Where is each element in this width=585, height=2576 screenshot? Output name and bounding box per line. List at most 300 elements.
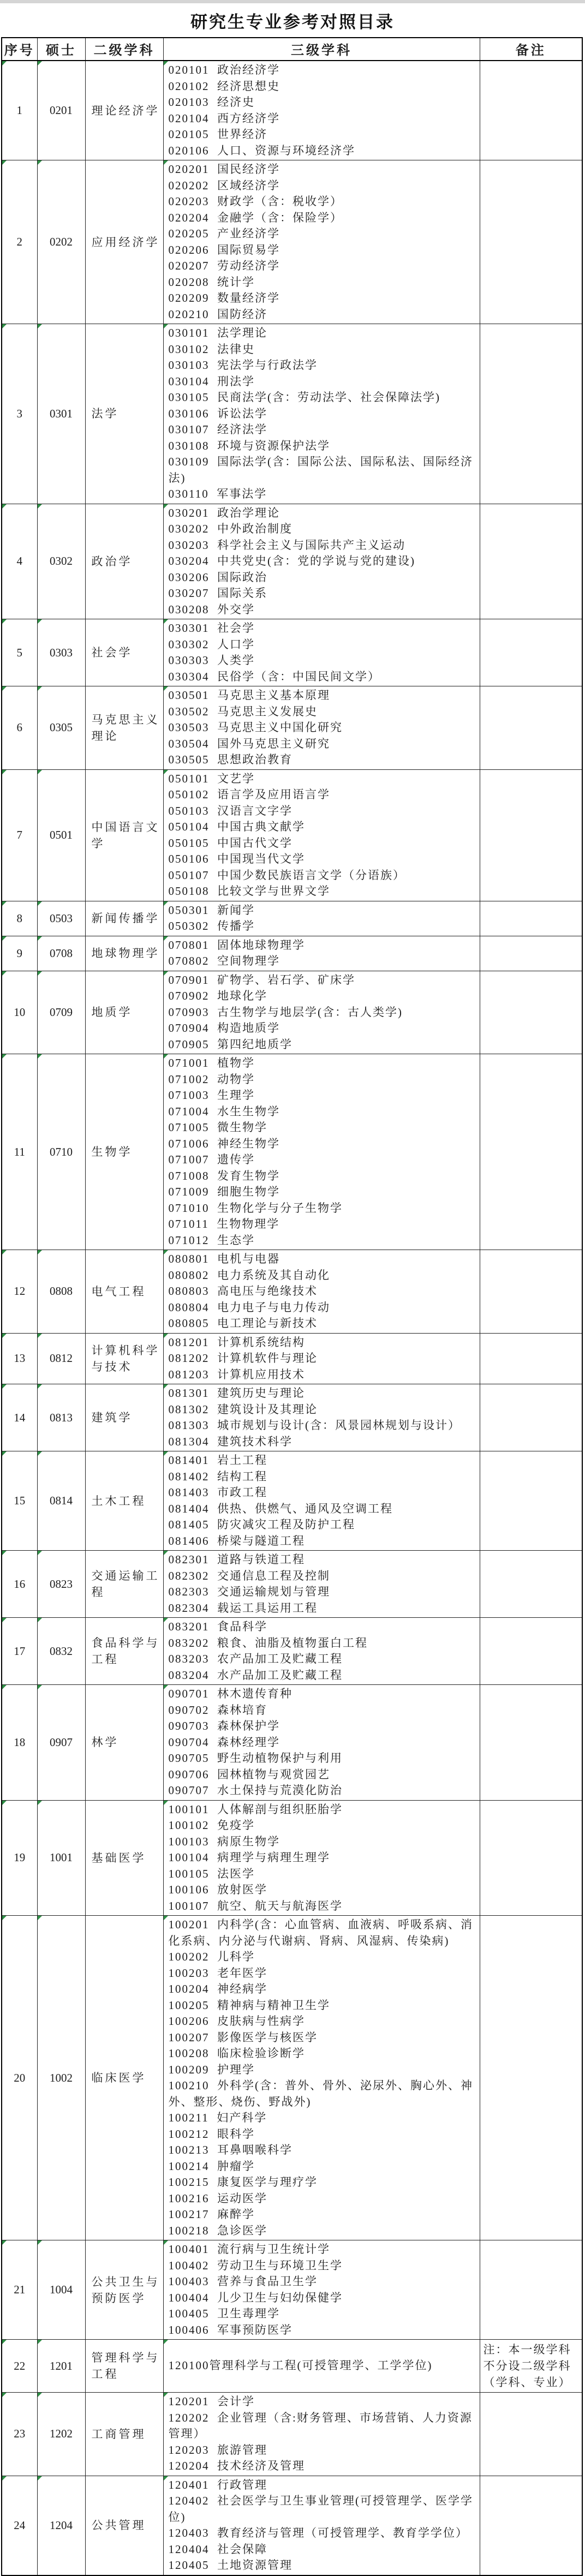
third-level-item: 120403 教育经济与管理（可授管理学、教育学学位） [168,2526,468,2539]
table-row [2,1685,582,1801]
remark-cell [480,971,582,1054]
master-code-cell [37,61,85,160]
master-code-cell [37,971,85,1054]
excel-number-flag-icon [38,160,42,165]
second-level-discipline: 马克思主义理论 [91,713,160,743]
excel-number-flag-icon [38,1801,42,1805]
master-code-cell [37,1618,85,1685]
third-level-item: 050108 比较文学与世界文学 [168,884,330,898]
second-level-discipline-cell [85,686,163,770]
row-index: 24 [14,2518,26,2532]
excel-number-flag-icon [164,1250,168,1254]
master-code: 0823 [50,1577,73,1591]
remark-cell [480,1333,582,1384]
third-level-item: 030110 军事法学 [168,487,267,500]
third-level-discipline-cell [163,324,480,504]
third-level-item: 020102 经济思想史 [168,79,280,93]
third-level-item: 120202 企业管理（含:财务管理、市场营销、人力资源管理） [168,2411,473,2440]
second-level-discipline-cell [85,324,163,504]
third-level-item: 100401 流行病与卫生统计学 [168,2243,330,2256]
excel-number-flag-icon [2,160,7,165]
third-level-item: 030203 科学社会主义与国际共产主义运动 [168,538,405,552]
table-row [2,1800,582,1916]
third-level-item: 050106 中国现当代文学 [168,852,305,865]
third-level-item: 120401 行政管理 [168,2478,267,2491]
third-level-item: 030107 经济法学 [168,423,267,436]
master-code: 1004 [50,2283,73,2296]
excel-number-flag-icon [164,1618,168,1622]
third-level-item: 030504 国外马克思主义研究 [168,737,330,750]
second-level-discipline-cell [85,936,163,971]
column-header-second-level: 二级学科 [85,38,163,61]
catalog-table [1,37,583,2576]
third-level-discipline-cell [163,1800,480,1916]
excel-number-flag-icon [2,770,7,774]
third-level-item: 030109 国际法学(含：国际公法、国际私法、国际经济法) [168,455,473,485]
second-level-discipline: 土木工程 [91,1494,146,1508]
excel-number-flag-icon [38,1384,42,1389]
row-index: 19 [14,1851,26,1864]
excel-number-flag-icon [38,1551,42,1555]
master-code: 0201 [50,104,73,117]
second-level-discipline-cell [85,971,163,1054]
excel-number-flag-icon [164,2240,168,2245]
table-row [2,901,582,936]
third-level-discipline-cell [163,61,480,160]
excel-number-flag-icon [2,1384,7,1389]
second-level-discipline: 政治学 [91,554,133,568]
table-row [2,686,582,770]
remark-cell [480,686,582,770]
master-code-cell [37,1451,85,1551]
third-level-item: 082304 载运工具运用工程 [168,1601,318,1615]
third-level-item: 100403 营养与食品卫生学 [168,2275,318,2288]
master-code: 0832 [50,1644,73,1658]
table-row [2,2240,582,2340]
table-row [2,936,582,971]
remark-cell [480,936,582,971]
third-level-item: 020209 数量经济学 [168,291,280,304]
third-level-item: 100202 儿科学 [168,1950,255,1963]
third-level-discipline-cell [163,1551,480,1618]
third-level-item: 020210 国防经济 [168,307,267,321]
third-level-item: 050302 传播学 [168,919,255,933]
third-level-item: 090707 水土保持与荒漠化防治 [168,1784,343,1797]
second-level-discipline-cell [85,504,163,619]
excel-number-flag-icon [164,1054,168,1059]
master-code-cell [37,1916,85,2240]
third-level-item: 100209 护理学 [168,2063,255,2076]
excel-number-flag-icon [164,901,168,906]
master-code: 0710 [50,1145,73,1158]
third-level-item: 030301 社会学 [168,621,255,635]
second-level-discipline: 社会学 [91,646,133,659]
third-level-discipline-cell [163,686,480,770]
third-level-item: 100201 内科学(含：心血管病、血液病、呼吸系病、消化系病、内分泌与代谢病、肾病、风湿病、传染病) [168,1918,473,1947]
third-level-item: 090704 森林经理学 [168,1735,280,1749]
second-level-discipline-cell [85,2340,163,2393]
excel-number-flag-icon [2,1618,7,1622]
master-code-cell [37,1800,85,1916]
master-code-cell [37,1685,85,1801]
excel-number-flag-icon [38,324,42,328]
third-level-item: 020208 统计学 [168,275,255,289]
third-level-item: 050105 中国古代文学 [168,836,292,850]
excel-number-flag-icon [2,901,7,906]
third-level-item: 030208 外交学 [168,602,255,616]
excel-number-flag-icon [38,2393,42,2397]
third-level-item: 081201 计算机系统结构 [168,1335,305,1349]
column-header-index: 序号 [2,38,37,61]
excel-number-flag-icon [2,936,7,941]
third-level-item: 100206 皮肤病与性病学 [168,2015,305,2028]
third-level-item: 081203 计算机应用技术 [168,1367,305,1381]
second-level-discipline: 地球物理学 [91,947,160,960]
excel-number-flag-icon [2,1551,7,1555]
second-level-discipline-cell [85,1451,163,1551]
third-level-item: 030202 中外政治制度 [168,522,292,535]
third-level-item: 100103 病原生物学 [168,1834,280,1848]
row-index-cell [2,1054,37,1250]
row-index-cell [2,901,37,936]
excel-number-flag-icon [38,1334,42,1338]
third-level-item: 071005 微生物学 [168,1121,267,1134]
third-level-item: 050301 新闻学 [168,903,255,917]
master-code-cell [37,504,85,619]
second-level-discipline-cell [85,2476,163,2575]
remark-cell [480,1685,582,1801]
row-index-cell [2,1618,37,1685]
third-level-item: 071001 植物学 [168,1056,255,1069]
third-level-discipline-cell [163,2393,480,2476]
master-code-cell [37,1054,85,1250]
third-level-item: 030103 宪法学与行政法学 [168,358,318,372]
master-code: 0501 [50,828,73,841]
third-level-item: 100102 免疫学 [168,1819,255,1832]
second-level-discipline: 电气工程 [91,1284,146,1298]
excel-number-flag-icon [164,2476,168,2481]
table-row [2,971,582,1054]
third-level-discipline-cell [163,1250,480,1334]
row-index: 4 [16,554,22,568]
row-index: 15 [14,1494,26,1507]
table-row [2,619,582,686]
excel-number-flag-icon [164,160,168,165]
third-level-item: 120100管理科学与工程(可授管理学、工学学位) [168,2359,433,2372]
excel-number-flag-icon [2,1916,7,1920]
third-level-item: 100204 神经病学 [168,1982,267,1995]
master-code-cell [37,769,85,901]
master-code: 1002 [50,2071,73,2084]
master-code: 1201 [50,2359,73,2372]
third-level-item: 070802 空间物理学 [168,954,280,967]
second-level-discipline-cell [85,1685,163,1801]
third-level-item: 020104 西方经济学 [168,111,280,125]
master-code: 0305 [50,721,73,734]
third-level-item: 071007 遗传学 [168,1153,255,1166]
third-level-item: 100216 运动医学 [168,2191,267,2205]
third-level-item: 100104 病理学与病理生理学 [168,1851,330,1864]
column-header-remark: 备注 [480,38,582,61]
master-code: 0813 [50,1410,73,1424]
third-level-discipline-cell [163,2340,480,2393]
row-index-cell [2,2476,37,2575]
excel-number-flag-icon [2,1801,7,1805]
excel-number-flag-icon [164,1916,168,1920]
master-code-cell [37,1333,85,1384]
excel-number-flag-icon [38,971,42,976]
third-level-item: 100101 人体解剖与组织胚胎学 [168,1802,343,1816]
excel-number-flag-icon [2,971,7,976]
third-level-item: 020206 国际贸易学 [168,243,280,256]
second-level-discipline-cell [85,1250,163,1334]
row-index: 18 [14,1735,26,1749]
third-level-discipline-cell [163,160,480,324]
third-level-item: 030201 政治学理论 [168,506,280,519]
second-level-discipline: 生物学 [91,1145,133,1158]
remark-cell [480,160,582,324]
table-header [2,38,582,61]
master-code: 0503 [50,911,73,925]
remark-cell [480,61,582,160]
third-level-item: 100203 老年医学 [168,1966,267,1980]
third-level-item: 030206 国际政治 [168,570,267,584]
third-level-item: 071010 生物化学与分子生物学 [168,1201,343,1215]
row-index: 13 [14,1352,26,1365]
row-index-cell [2,686,37,770]
excel-number-flag-icon [38,2340,42,2344]
third-level-discipline-cell [163,2476,480,2575]
third-level-item: 020207 劳动经济学 [168,259,280,272]
row-index-cell [2,619,37,686]
excel-number-flag-icon [164,936,168,941]
third-level-item: 080803 高电压与绝缘技术 [168,1284,318,1298]
row-index-cell [2,936,37,971]
master-code-cell [37,1551,85,1618]
third-level-item: 100207 影像医学与核医学 [168,2030,318,2044]
master-code: 0907 [50,1735,73,1749]
row-index: 14 [14,1410,26,1424]
remark-cell [480,1054,582,1250]
row-index-cell [2,1800,37,1916]
third-level-item: 071009 细胞生物学 [168,1185,280,1198]
third-level-item: 071008 发育生物学 [168,1169,280,1182]
table-row [2,160,582,324]
remark-cell [480,1551,582,1618]
master-code: 1204 [50,2518,73,2532]
third-level-item: 083201 食品科学 [168,1620,267,1633]
third-level-item: 100405 卫生毒理学 [168,2307,280,2320]
remark-cell [480,1618,582,1685]
table-row [2,324,582,504]
row-index-cell [2,61,37,160]
remark-cell [480,901,582,936]
remark-cell [480,2340,582,2393]
second-level-discipline-cell [85,2393,163,2476]
third-level-item: 071006 神经生物学 [168,1137,280,1150]
second-level-discipline: 新闻传播学 [91,912,160,925]
row-index: 5 [16,646,22,659]
third-level-item: 100208 临床检验诊断学 [168,2047,305,2060]
excel-number-flag-icon [164,61,168,65]
third-level-item: 100105 法医学 [168,1867,255,1880]
excel-number-flag-icon [2,1685,7,1689]
third-level-item: 030102 法律史 [168,342,255,356]
remark-cell [480,2240,582,2340]
second-level-discipline: 交通运输工程 [91,1569,160,1599]
third-level-item: 050102 语言学及应用语言学 [168,788,330,801]
master-code: 0708 [50,946,73,960]
excel-number-flag-icon [2,504,7,509]
second-level-discipline: 基础医学 [91,1851,146,1864]
second-level-discipline-cell [85,1800,163,1916]
header-row [2,38,582,61]
third-level-item: 100402 劳动卫生与环境卫生学 [168,2258,343,2272]
row-index: 12 [14,1284,26,1298]
third-level-item: 100406 军事预防医学 [168,2323,292,2336]
third-level-item: 100205 精神病与精神卫生学 [168,1998,330,2012]
third-level-discipline-cell [163,1333,480,1384]
third-level-item: 100217 麻醉学 [168,2208,255,2221]
third-level-item: 071011 生物物理学 [168,1217,280,1230]
row-index: 21 [14,2283,26,2296]
row-index-cell [2,504,37,619]
third-level-item: 070901 矿物学、岩石学、矿床学 [168,973,355,987]
second-level-discipline-cell [85,901,163,936]
third-level-item: 100107 航空、航天与航海医学 [168,1899,343,1912]
second-level-discipline: 计算机科学与技术 [91,1343,160,1373]
table-row [2,61,582,160]
third-level-item: 050101 文艺学 [168,772,255,785]
remark-cell [480,1916,582,2240]
remark-cell [480,1250,582,1334]
row-index-cell [2,2340,37,2393]
third-level-item: 081304 建筑技术科学 [168,1435,292,1448]
second-level-discipline: 应用经济学 [91,235,160,249]
third-level-item: 020101 政治经济学 [168,63,280,76]
third-level-item: 081303 城市规划与设计(含：风景园林规划与设计） [168,1419,461,1432]
third-level-item: 030101 法学理论 [168,326,267,339]
third-level-item: 120402 社会医学与卫生事业管理(可授管理学、医学学位) [168,2494,473,2524]
third-level-item: 030204 中共党史(含：党的学说与党的建设) [168,554,415,567]
row-index: 8 [16,911,22,925]
remark-cell [480,1451,582,1551]
excel-number-flag-icon [38,901,42,906]
excel-number-flag-icon [2,2476,7,2481]
excel-number-flag-icon [164,1551,168,1555]
third-level-item: 030207 国际关系 [168,587,267,600]
third-level-item: 070905 第四纪地质学 [168,1037,292,1051]
third-level-item: 090706 园林植物与观赏园艺 [168,1767,330,1781]
third-level-item: 080801 电机与电器 [168,1252,280,1265]
master-code-cell [37,1384,85,1451]
third-level-item: 050107 中国少数民族语言文学（分语族） [168,868,405,882]
third-level-discipline-cell [163,1054,480,1250]
third-level-item: 071004 水生生物学 [168,1104,280,1118]
third-level-item: 083202 粮食、油脂及植物蛋白工程 [168,1636,368,1649]
master-code-cell [37,686,85,770]
row-index-cell [2,769,37,901]
third-level-item: 090703 森林保护学 [168,1719,280,1732]
table-row [2,1384,582,1451]
column-header-master: 硕士 [37,38,85,61]
second-level-discipline: 公共卫生与预防医学 [91,2275,160,2305]
third-level-discipline-cell [163,901,480,936]
remark-cell [480,619,582,686]
excel-number-flag-icon [164,1801,168,1805]
second-level-discipline: 中国语言文学 [91,820,160,850]
excel-number-flag-icon [38,1685,42,1689]
row-index: 11 [14,1145,25,1158]
second-level-discipline-cell [85,61,163,160]
excel-number-flag-icon [2,2393,7,2397]
third-level-item: 070904 构造地质学 [168,1021,280,1035]
excel-number-flag-icon [38,1916,42,1920]
excel-number-flag-icon [164,1451,168,1456]
second-level-discipline-cell [85,619,163,686]
table-row [2,1618,582,1685]
excel-number-flag-icon [2,686,7,691]
third-level-discipline-cell [163,504,480,619]
row-index-cell [2,160,37,324]
excel-number-flag-icon [38,936,42,941]
third-level-item: 030503 马克思主义中国化研究 [168,721,343,734]
row-index: 17 [14,1644,26,1658]
third-level-item: 081302 建筑设计及其理论 [168,1402,318,1416]
row-index: 7 [16,828,22,841]
master-code: 0302 [50,554,73,568]
excel-number-flag-icon [2,2340,7,2344]
table-row [2,1451,582,1551]
row-index: 9 [16,946,22,960]
third-level-item: 090705 野生动植物保护与利用 [168,1752,343,1765]
row-index: 10 [14,1005,26,1019]
master-code: 0709 [50,1005,73,1019]
page-title: 研究生专业参考对照目录 [190,13,395,32]
third-level-item: 080802 电力系统及其自动化 [168,1268,330,1282]
table-row [2,2393,582,2476]
excel-number-flag-icon [164,2340,168,2344]
excel-number-flag-icon [164,1334,168,1338]
second-level-discipline: 理论经济学 [91,104,160,117]
row-index-cell [2,1451,37,1551]
row-index: 1 [16,104,22,117]
second-level-discipline: 林学 [91,1736,119,1749]
table-row [2,1551,582,1618]
table-row [2,504,582,619]
third-level-item: 071002 动物学 [168,1072,255,1086]
second-level-discipline: 食品科学与工程 [91,1636,160,1666]
third-level-item: 100215 康复医学与理疗学 [168,2175,318,2189]
third-level-item: 081406 桥梁与隧道工程 [168,1534,305,1547]
third-level-item: 020205 产业经济学 [168,227,280,240]
third-level-item: 030304 民俗学（含：中国民间文学） [168,670,380,683]
third-level-item: 083203 农产品加工及贮藏工程 [168,1652,343,1665]
second-level-discipline-cell [85,769,163,901]
excel-number-flag-icon [164,971,168,976]
second-level-discipline: 工商管理 [91,2427,146,2441]
master-code: 0202 [50,235,73,248]
third-level-item: 100212 眼科学 [168,2127,255,2141]
excel-number-flag-icon [164,1685,168,1689]
master-code-cell [37,2393,85,2476]
master-code-cell [37,160,85,324]
excel-number-flag-icon [164,770,168,774]
second-level-discipline: 地质学 [91,1006,133,1019]
second-level-discipline-cell [85,160,163,324]
excel-number-flag-icon [38,61,42,65]
third-level-item: 071012 生态学 [168,1233,255,1247]
